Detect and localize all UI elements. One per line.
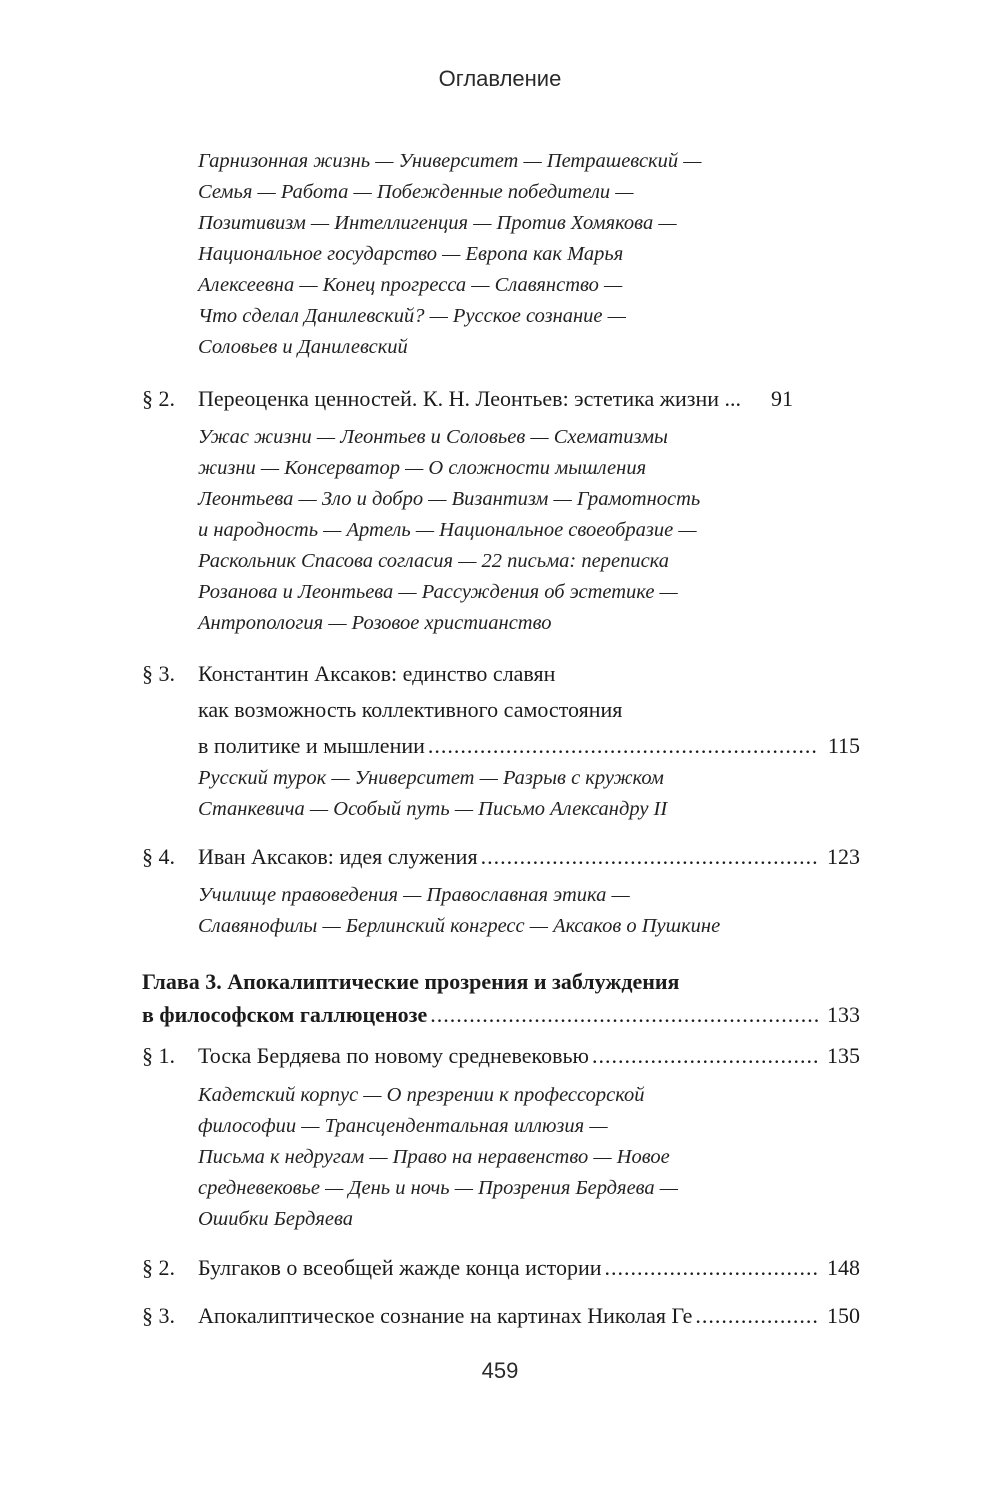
subtopics-i-aksakov [198,880,838,942]
subtopic-line: и народность — Артель — Национальное своеобразие — [198,519,697,541]
subtopic-line: философии — Трансцендентальная иллюзия — [198,1115,608,1137]
page-number: 91 [771,386,793,411]
entry-title [198,1298,860,1334]
toc-entry-leontiev[interactable] [142,381,860,417]
subtopic-line: Позитивизм — Интеллигенция — Против Хомякова — [198,212,677,234]
entry-title [198,839,860,875]
chapter-title-line: Глава 3. Апокалиптические прозрения и заблуждения [142,969,680,994]
dot-leader [695,1298,818,1334]
subtopic-line: Розанова и Леонтьева — Рассуждения об эстетике — [198,581,678,603]
subtopic-line: Семья — Работа — Побежденные победители — [198,181,634,203]
dot-leader [428,728,818,764]
entry-title-text: Иван Аксаков: идея служения [198,844,478,869]
subtopic-line: Училище правоведения — Православная этика — [198,884,630,906]
subtopic-line: Станкевича — Особый путь — Письмо Александру II [198,798,668,820]
entry-title-text: Булгаков о всеобщей жажде конца истории [198,1255,602,1280]
entry-title-line: Константин Аксаков: единство славян [198,661,556,686]
subtopic-line: Кадетский корпус — О презрении к профессорской [198,1084,645,1106]
subtopic-line: Русский турок — Университет — Разрыв с кружком [198,767,664,789]
page-number: 115 [827,733,860,758]
subtopic-line: Раскольник Спасова согласия — 22 письма: переписка [198,550,670,572]
subtopics-continuation [198,146,838,363]
subtopic-line: Ошибки Бердяева [198,1208,353,1230]
entry-title-text: Апокалиптическое сознание на картинах Николая Ге [198,1303,693,1328]
entry-title [198,381,860,417]
dot-leader [605,1250,819,1286]
subtopics-berdyaev [198,1080,838,1235]
entry-title-text: Переоценка ценностей. К. Н. Леонтьев: эстетика жизни ... [198,386,741,411]
entry-title-text: Тоска Бердяева по новому средневековью [198,1043,589,1068]
subtopic-line: жизни — Консерватор — О сложности мышления [198,457,647,479]
subtopic-line: Ужас жизни — Леонтьев и Соловьев — Схематизмы [198,426,668,448]
section-number: § 3. [142,661,175,686]
subtopic-line: Соловьев и Данилевский [198,336,408,358]
subtopics-leontiev [198,422,838,639]
toc-entry-i-aksakov[interactable] [142,839,860,875]
running-head: Оглавление [438,66,562,91]
section-number: § 4. [142,844,175,869]
section-number: § 1. [142,1043,175,1068]
subtopic-line: Славянофилы — Берлинский конгресс — Аксаков о Пушкине [198,915,721,937]
section-number: § 2. [142,1255,175,1280]
entry-title [198,1038,860,1074]
chapter-title-last [142,998,860,1031]
page-number: 135 [827,1043,860,1068]
toc-entry-berdyaev[interactable] [142,1038,860,1074]
subtopic-line: Что сделал Данилевский? — Русское сознание — [198,305,626,327]
page-number: 133 [827,1002,860,1027]
subtopic-line: Национальное государство — Европа как Марья [198,243,624,265]
entry-title [198,1250,860,1286]
subtopics-k-aksakov [198,763,838,825]
subtopic-line: Письма к недругам — Право на неравенство — Новое [198,1146,670,1168]
entry-title [198,728,860,764]
dot-leader [430,998,818,1031]
subtopic-line: Антропология — Розовое христианство [198,612,552,634]
toc-entry-k-aksakov[interactable] [142,656,860,764]
subtopic-line: средневековье — День и ночь — Прозрения Бердяева — [198,1177,679,1199]
subtopic-line: Алексеевна — Конец прогресса — Славянство — [198,274,623,296]
section-number: § 2. [142,386,175,411]
page-folio: 459 [481,1358,519,1383]
chapter-title-text: в философском галлюценозе [142,1002,428,1027]
subtopic-line: Гарнизонная жизнь — Университет — Петрашевский — [198,150,702,172]
dot-leader [481,839,818,875]
page-number: 148 [827,1255,860,1280]
subtopic-line: Леонтьева — Зло и добро — Византизм — Грамотность [198,488,701,510]
toc-entry-bulgakov[interactable] [142,1250,860,1286]
section-number: § 3. [142,1303,175,1328]
page-number: 150 [827,1303,860,1328]
toc-entry-ge[interactable] [142,1298,860,1334]
entry-title-text: в политике и мышлении [198,733,425,758]
dot-leader [592,1038,818,1074]
entry-title-line: как возможность коллективного самостояния [198,697,623,722]
toc-chapter-3[interactable] [142,965,860,1031]
page-number: 123 [827,844,860,869]
